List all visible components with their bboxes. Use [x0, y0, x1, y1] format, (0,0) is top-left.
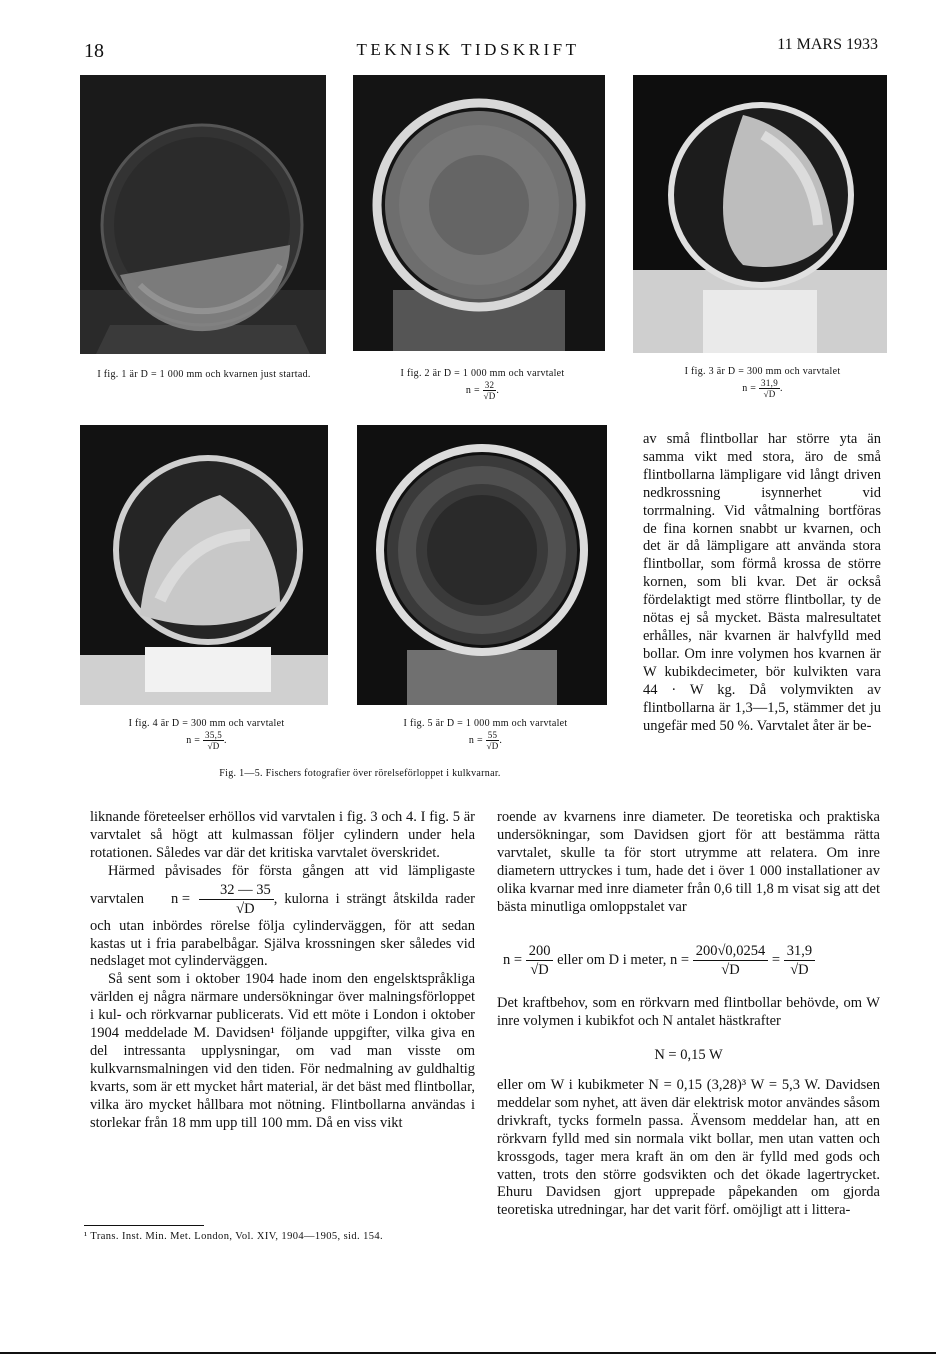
issue-date: 11 MARS 1933: [777, 36, 878, 53]
figure-5-photo: [357, 425, 607, 705]
figure-5-caption: I fig. 5 är D = 1 000 mm och varvtalet n = $\frac{55}{√D}$.: [403, 718, 568, 751]
page-bottom-rule: [0, 1352, 936, 1354]
right-paragraph-3: eller om W i kubikmeter N = 0,15 (3,28)³ W = 5,3 W. Davidsen meddelar som nyhet, att även där elektrisk motor användes såsom drivkraft, tycks formeln passa. Ävensom meddelar han, att en rörkvarn fylld med sin normala vikt bollar, men utan vatten och krossgods, tager mera kraft än om den är fylld med gods och vatten, trots den större godsvikten och det ökade lagertrycket. Ehuru Davidsen gjort upprepade påpekanden om gjorda teoretiska utredningar, har det varit förf. omöjligt att i littera-: [497, 1077, 880, 1219]
figure-4-photo: [80, 425, 328, 705]
figure-1-photo: [80, 75, 326, 354]
figure-1-caption: I fig. 1 är D = 1 000 mm och kvarnen just startad.: [97, 369, 311, 380]
right-column-text-3: [497, 1077, 880, 1220]
left-column-text: [90, 809, 475, 1133]
figure-3-photo: [633, 75, 887, 353]
left-paragraph-1: liknande företeelser erhöllos vid varvtalen i fig. 3 och 4. I fig. 5 är varvtalet så högt att kulmassan följer cylindern under hela rotationen. Således var där det kritiska varvtalet överskridet.: [90, 809, 475, 861]
left-paragraph-3: Så sent som i oktober 1904 hade inom den engelsktspråkliga världen ej några närmare undersökningar över malningsförloppet i kul- och rörkvarnar publicerats. Vid ett möte i London i oktober 1904 meddelade M. Davidsen¹ följande uppgifter, vilka giva en del intressanta upplysningar, om vad man visste om kulkvarnsmalningen vid den tiden. För nedmalning av guldhaltig kvarts, som är ett mycket hårt material, är det bäst med flintbollar, vilka äro mycket hållbara mot nötning. Flintbollarna användas i storlekar från 18 mm upp till 100 mm. Då en viss vikt: [90, 971, 475, 1131]
page-number: 18: [84, 40, 104, 62]
power-formula: N = 0,15 W: [654, 1047, 723, 1063]
figure-3-caption: I fig. 3 är D = 300 mm och varvtalet n = $\frac{31,9}{√D}$.: [684, 366, 841, 399]
figure-2-caption: I fig. 2 är D = 1 000 mm och varvtalet n = $\frac{32}{√D}$.: [400, 368, 565, 401]
right-paragraph-2: Det kraftbehov, som en rörkvarn med flintbollar behövde, om W inre volymen i kubikfot och N antalet hästkrafter: [497, 995, 880, 1029]
left-paragraph-2: Härmed påvisades för första gången att vid lämpligaste varvtalen n = $\frac{32 — 35}{√D}$ , kulorna i strängt åtskilda rader och utan inbördes rörelse följa cylinderväggen, för att sedan kastas ut i fria parabelbågar. Själva krossningen sker således vid nedslaget mot cylinderväggen.: [90, 862, 476, 970]
footnote: ¹ Trans. Inst. Min. Met. London, Vol. XIV, 1904—1905, sid. 154.: [84, 1231, 384, 1242]
figure-2-photo: [353, 75, 605, 351]
journal-title: TEKNISK TIDSKRIFT: [356, 40, 580, 59]
figures-group-caption: Fig. 1—5. Fischers fotografier över rörelseförloppet i kulkvarnar.: [219, 768, 501, 779]
right-paragraph-1: roende av kvarnens inre diameter. De teoretiska och praktiska undersökningar, som Davidsen gjort för att bestämma rätta varvtalet, skulle ta för stort utrymme att relatera. Om inre diametern uttryckes i tum, hade det i över 1 000 installationer av olika kvarnar med inre diameter från 0,6 till 1,8 m visat sig att det bästa minutliga omloppstalet var: [497, 809, 880, 915]
right-column-text-1: [497, 809, 880, 916]
figure-4-caption: I fig. 4 är D = 300 mm och varvtalet n = $\frac{35,5}{√D}$.: [128, 718, 285, 751]
footnote-rule: [84, 1225, 204, 1226]
right-column-text-2: [497, 995, 880, 1031]
rpm-formula: n = $\frac{200}{√D}$ eller om D i meter, n = $\frac{200√0,0254}{√D}$ = $\frac{31,9}{√D}$: [503, 942, 883, 979]
right-upper-text: av små flintbollar har större yta än samma vikt med stora, äro de små flintbollarna lämpligare vid långt driven nedkrossning isynnerhet vid torrmalning. Vid våtmalning bortföras de fina kornen snabbt ur kvarnen, och det är då lämpligare att använda stora flintbollar, som förmå krossa de större kornen, som bli kvar. Det är också fördelaktigt med större flintbollar, ty de nötas ej så mycket. Bästa malresultatet erhålles, när kvarnen är halvfylld med bollar. Om inre volymen hos kvarnen är W kubikdecimeter, bör kulvikten vara 44 · W kg. Då volymvikten av flintbollarna är 1,3—1,5, stämmer det ju ungefär med 50 %. Varvtalet åter är be-: [643, 431, 881, 734]
